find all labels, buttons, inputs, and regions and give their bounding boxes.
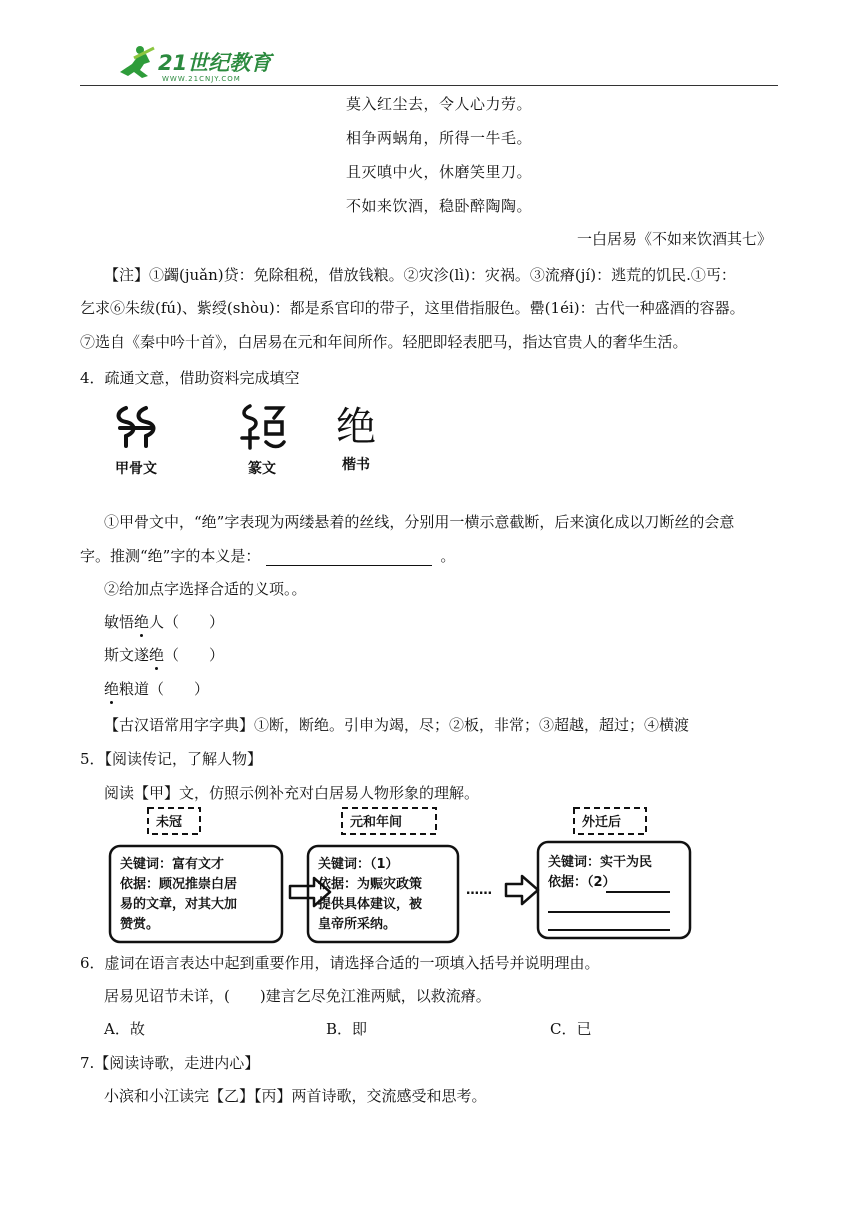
header-divider: [80, 85, 778, 86]
q4-p1-a: ①甲骨文中，“绝”字表现为两缕悬着的丝线，分别用一横示意截断，后来演化成以刀断丝的会意: [104, 513, 735, 531]
q4-item-3-post: 粮道（ ）: [119, 680, 210, 698]
regular-glyph: 绝: [336, 404, 376, 450]
poem-line-1: 莫入红尘去，令人心力劳。: [346, 95, 533, 113]
glyph-seal: [236, 402, 288, 478]
box-2-line-4: 皇帝所采纳。: [318, 917, 397, 932]
q4-p1-end: 。: [440, 547, 456, 565]
q4-item-2-pre: 斯文遂: [104, 646, 150, 664]
logo-url: WWW.21CNJY.COM: [162, 75, 241, 83]
glyph-label-seal: 篆文: [248, 461, 276, 477]
note-line-2: 乞求⑥朱绂(fú)、紫绶(shòu)：都是系官印的带子，这里借指服色。罍(1éi)：古代一种盛酒的容器。: [80, 299, 745, 317]
box-1-line-4: 赞赏。: [120, 917, 160, 932]
q4-item-2-post: （ ）: [164, 646, 225, 664]
seal-glyph-icon: [236, 402, 288, 452]
poem-attribution: 一白居易《不如来饮酒其七》: [576, 230, 772, 248]
q4-item-1-post: 人（ ）: [149, 613, 225, 631]
q4-item-3-dotted: 绝: [104, 680, 120, 698]
box-2-line-2: 依据：为赈灾政策: [318, 877, 423, 892]
bai-juyi-flowchart: [108, 806, 698, 946]
box-3-line-2: 依据：（2）: [548, 875, 616, 890]
stage-label-3: 外迁后: [582, 815, 622, 830]
glyph-regular: [336, 402, 376, 474]
runner-icon: [120, 46, 154, 78]
q4-dictionary: 【古汉语常用字字典】①断，断绝。引申为竭，尽；②板，非常；③超越，超过；④横渡: [104, 716, 690, 734]
q7-text: 小滨和小江读完【乙】【丙】两首诗歌，交流感受和思考。: [104, 1087, 487, 1105]
q4-item-1-dotted: 绝: [134, 613, 150, 631]
poem-line-2: 相争两蜗角，所得一牛毛。: [346, 129, 533, 147]
q6-option-a[interactable]: A．故: [104, 1020, 145, 1038]
box-1-line-1: 关键词：富有文才: [120, 857, 225, 872]
stage-label-1: 未冠: [156, 815, 183, 830]
q6-sentence: 居易见诏节未详，( )建言乞尽免江淮两赋，以救流瘠。: [104, 987, 491, 1005]
glyph-oracle: [106, 402, 166, 478]
q6-title: 6．虚词在语言表达中起到重要作用，请选择合适的一项填入括号并说明理由。: [80, 954, 600, 972]
box-3-line-1: 关键词：实干为民: [548, 855, 653, 870]
glyph-label-oracle: 甲骨文: [115, 461, 157, 477]
flow-ellipsis: ……: [466, 883, 492, 898]
q4-item-2-dotted: 绝: [149, 646, 165, 664]
poem-line-4: 不如来饮酒，稳卧醉陶陶。: [346, 197, 533, 215]
box-1-line-3: 易的文章，对其大加: [120, 897, 238, 912]
box-1-line-2: 依据：顾况推崇白居: [120, 877, 238, 892]
q4-p1-b-text: 字。推测“绝”字的本义是：: [80, 547, 261, 565]
box-2-line-3: 提供具体建议，被: [318, 897, 423, 912]
q4-item-1: [104, 611, 224, 632]
poem-line-3: 且灭嗔中火，休磨笑里刀。: [346, 163, 533, 181]
q5-title: 5．【阅读传记，了解人物】: [80, 750, 263, 768]
q4-p1-b: [80, 545, 455, 566]
q4-item-3: [104, 678, 209, 699]
answer-blank[interactable]: [266, 549, 432, 566]
site-logo: [104, 42, 284, 86]
q6-option-c[interactable]: C．已: [550, 1020, 592, 1038]
q4-p2: ②给加点字选择合适的义项。。: [104, 580, 307, 598]
q5-instruction: 阅读【甲】文，仿照示例补充对白居易人物形象的理解。: [104, 784, 480, 802]
q4-item-1-pre: 敏悟: [104, 613, 135, 631]
q4-item-2: [104, 644, 224, 665]
q6-option-b[interactable]: B．即: [326, 1020, 368, 1038]
q7-title: 7.【阅读诗歌，走进内心】: [80, 1054, 260, 1072]
arrow-icon-2: [506, 876, 538, 904]
glyph-label-regular: 楷书: [342, 457, 370, 473]
logo-text: 21世纪教育: [158, 51, 272, 75]
oracle-glyph-icon: [106, 402, 166, 452]
q4-title: 4．疏通文意，借助资料完成填空: [80, 369, 300, 387]
stage-label-2: 元和年间: [350, 815, 403, 830]
note-line-3: ⑦选自《秦中吟十首》，白居易在元和年间所作。轻肥即轻表肥马，指达官贵人的奢华生活。: [80, 333, 688, 351]
note-line-1: 【注】①蠲(juǎn)贷：免除租税，借放钱粮。②灾沴(lì)：灾祸。③流瘠(jí)：逃荒的饥民.①丐：: [104, 266, 736, 284]
box-2-line-1: 关键词：（1）: [318, 857, 399, 872]
